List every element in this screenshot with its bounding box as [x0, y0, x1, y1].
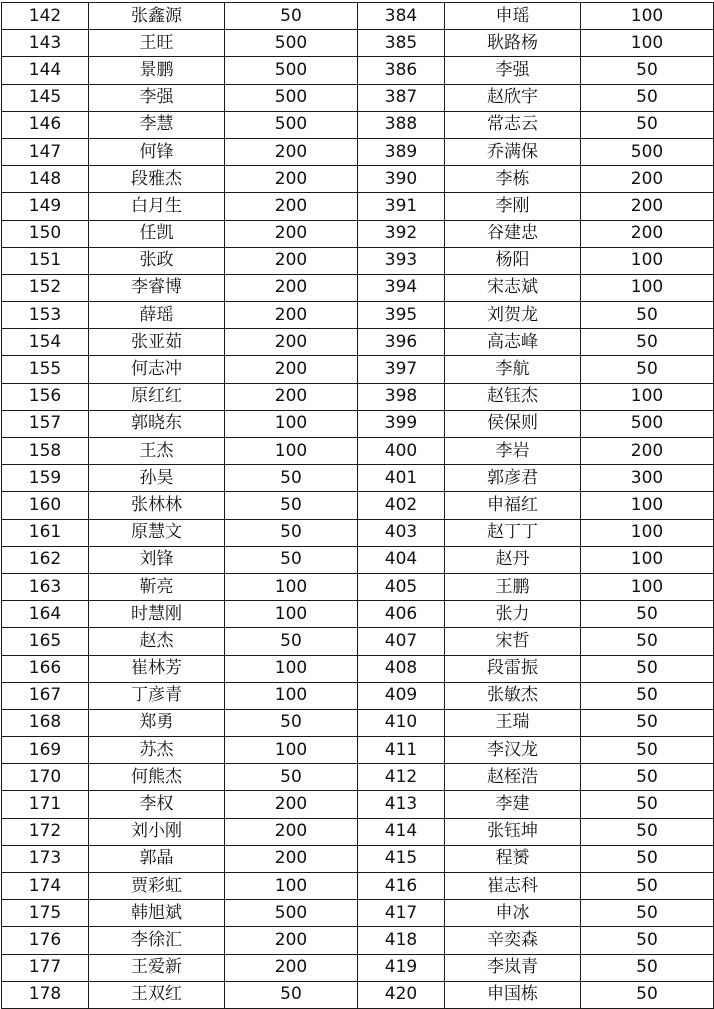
left-name-cell: 王旺	[89, 30, 225, 57]
left-number-cell: 166	[2, 655, 89, 682]
right-amount-cell: 50	[581, 927, 714, 954]
right-number-cell: 394	[358, 274, 445, 301]
left-number-cell: 154	[2, 329, 89, 356]
left-amount-cell: 200	[225, 845, 358, 872]
right-amount-cell: 100	[581, 573, 714, 600]
left-number-cell: 144	[2, 57, 89, 84]
table-row	[2, 247, 714, 274]
right-amount-cell: 100	[581, 274, 714, 301]
left-name-cell: 王爱新	[89, 954, 225, 981]
right-amount-cell: 50	[581, 981, 714, 1008]
table-row	[2, 845, 714, 872]
right-amount-cell: 50	[581, 302, 714, 329]
right-name-cell: 申福红	[445, 492, 581, 519]
right-name-cell: 李岩	[445, 438, 581, 465]
left-name-cell: 郭晓东	[89, 410, 225, 437]
left-amount-cell: 50	[225, 3, 358, 30]
right-number-cell: 390	[358, 166, 445, 193]
right-number-cell: 407	[358, 628, 445, 655]
left-amount-cell: 200	[225, 356, 358, 383]
left-name-cell: 李强	[89, 84, 225, 111]
left-number-cell: 153	[2, 302, 89, 329]
right-amount-cell: 50	[581, 845, 714, 872]
left-number-cell: 149	[2, 193, 89, 220]
left-number-cell: 172	[2, 818, 89, 845]
left-name-cell: 赵杰	[89, 628, 225, 655]
right-name-cell: 郭彦君	[445, 465, 581, 492]
left-name-cell: 王杰	[89, 438, 225, 465]
left-number-cell: 162	[2, 546, 89, 573]
right-number-cell: 420	[358, 981, 445, 1008]
right-amount-cell: 50	[581, 356, 714, 383]
table-row	[2, 356, 714, 383]
right-name-cell: 申冰	[445, 900, 581, 927]
table-row	[2, 655, 714, 682]
left-amount-cell: 50	[225, 492, 358, 519]
left-amount-cell: 200	[225, 954, 358, 981]
left-number-cell: 170	[2, 764, 89, 791]
right-number-cell: 418	[358, 927, 445, 954]
left-amount-cell: 50	[225, 628, 358, 655]
right-name-cell: 李航	[445, 356, 581, 383]
right-name-cell: 杨阳	[445, 247, 581, 274]
right-number-cell: 414	[358, 818, 445, 845]
right-amount-cell: 50	[581, 709, 714, 736]
right-amount-cell: 50	[581, 791, 714, 818]
left-name-cell: 崔林芳	[89, 655, 225, 682]
right-number-cell: 405	[358, 573, 445, 600]
right-name-cell: 张力	[445, 601, 581, 628]
right-name-cell: 李建	[445, 791, 581, 818]
right-amount-cell: 50	[581, 900, 714, 927]
right-number-cell: 404	[358, 546, 445, 573]
right-name-cell: 张敏杰	[445, 682, 581, 709]
left-name-cell: 何锋	[89, 138, 225, 165]
right-number-cell: 398	[358, 383, 445, 410]
right-amount-cell: 100	[581, 3, 714, 30]
right-number-cell: 392	[358, 220, 445, 247]
right-number-cell: 401	[358, 465, 445, 492]
left-name-cell: 时慧刚	[89, 601, 225, 628]
left-number-cell: 148	[2, 166, 89, 193]
left-amount-cell: 50	[225, 546, 358, 573]
left-name-cell: 刘锋	[89, 546, 225, 573]
left-number-cell: 159	[2, 465, 89, 492]
right-amount-cell: 500	[581, 410, 714, 437]
right-amount-cell: 100	[581, 492, 714, 519]
right-amount-cell: 50	[581, 737, 714, 764]
left-number-cell: 142	[2, 3, 89, 30]
right-name-cell: 段雷振	[445, 655, 581, 682]
left-number-cell: 155	[2, 356, 89, 383]
table-row	[2, 492, 714, 519]
table-row	[2, 438, 714, 465]
left-name-cell: 李权	[89, 791, 225, 818]
table-row	[2, 84, 714, 111]
right-amount-cell: 50	[581, 111, 714, 138]
left-amount-cell: 50	[225, 709, 358, 736]
table-row	[2, 30, 714, 57]
table-row	[2, 519, 714, 546]
right-number-cell: 387	[358, 84, 445, 111]
right-amount-cell: 100	[581, 383, 714, 410]
table-row	[2, 900, 714, 927]
left-number-cell: 169	[2, 737, 89, 764]
right-number-cell: 385	[358, 30, 445, 57]
table-row	[2, 57, 714, 84]
right-number-cell: 384	[358, 3, 445, 30]
right-amount-cell: 300	[581, 465, 714, 492]
left-number-cell: 167	[2, 682, 89, 709]
right-name-cell: 赵丹	[445, 546, 581, 573]
left-number-cell: 151	[2, 247, 89, 274]
right-name-cell: 谷建忠	[445, 220, 581, 247]
left-name-cell: 郭晶	[89, 845, 225, 872]
right-amount-cell: 50	[581, 628, 714, 655]
table-row	[2, 927, 714, 954]
left-name-cell: 景鹏	[89, 57, 225, 84]
left-amount-cell: 500	[225, 30, 358, 57]
left-name-cell: 原红红	[89, 383, 225, 410]
right-amount-cell: 50	[581, 954, 714, 981]
table-row	[2, 220, 714, 247]
right-amount-cell: 50	[581, 601, 714, 628]
table-row	[2, 383, 714, 410]
table-row	[2, 628, 714, 655]
table-row	[2, 709, 714, 736]
left-number-cell: 168	[2, 709, 89, 736]
table-row	[2, 546, 714, 573]
right-amount-cell: 200	[581, 220, 714, 247]
right-name-cell: 程赟	[445, 845, 581, 872]
left-amount-cell: 200	[225, 791, 358, 818]
left-amount-cell: 200	[225, 927, 358, 954]
table-row	[2, 954, 714, 981]
right-number-cell: 416	[358, 873, 445, 900]
right-amount-cell: 200	[581, 166, 714, 193]
right-amount-cell: 100	[581, 247, 714, 274]
right-number-cell: 397	[358, 356, 445, 383]
right-number-cell: 406	[358, 601, 445, 628]
right-amount-cell: 100	[581, 546, 714, 573]
left-number-cell: 177	[2, 954, 89, 981]
right-number-cell: 417	[358, 900, 445, 927]
right-number-cell: 410	[358, 709, 445, 736]
left-number-cell: 156	[2, 383, 89, 410]
left-name-cell: 张亚茹	[89, 329, 225, 356]
left-number-cell: 171	[2, 791, 89, 818]
left-amount-cell: 100	[225, 438, 358, 465]
right-name-cell: 王鹏	[445, 573, 581, 600]
right-amount-cell: 100	[581, 30, 714, 57]
table-row	[2, 465, 714, 492]
right-number-cell: 393	[358, 247, 445, 274]
right-name-cell: 李刚	[445, 193, 581, 220]
table-row	[2, 601, 714, 628]
left-amount-cell: 500	[225, 84, 358, 111]
left-amount-cell: 200	[225, 383, 358, 410]
left-number-cell: 176	[2, 927, 89, 954]
table-row	[2, 138, 714, 165]
left-number-cell: 178	[2, 981, 89, 1008]
left-number-cell: 158	[2, 438, 89, 465]
left-name-cell: 张政	[89, 247, 225, 274]
left-name-cell: 刘小刚	[89, 818, 225, 845]
left-number-cell: 160	[2, 492, 89, 519]
left-amount-cell: 200	[225, 220, 358, 247]
table-row	[2, 3, 714, 30]
left-amount-cell: 200	[225, 193, 358, 220]
table-row	[2, 166, 714, 193]
right-number-cell: 402	[358, 492, 445, 519]
left-name-cell: 任凯	[89, 220, 225, 247]
table-row	[2, 682, 714, 709]
left-amount-cell: 200	[225, 329, 358, 356]
left-name-cell: 韩旭斌	[89, 900, 225, 927]
right-number-cell: 413	[358, 791, 445, 818]
right-number-cell: 399	[358, 410, 445, 437]
right-name-cell: 李岚青	[445, 954, 581, 981]
left-amount-cell: 200	[225, 274, 358, 301]
left-name-cell: 李睿博	[89, 274, 225, 301]
right-name-cell: 常志云	[445, 111, 581, 138]
left-name-cell: 何志冲	[89, 356, 225, 383]
left-amount-cell: 200	[225, 818, 358, 845]
table-row	[2, 981, 714, 1008]
right-amount-cell: 500	[581, 138, 714, 165]
left-amount-cell: 100	[225, 573, 358, 600]
right-amount-cell: 100	[581, 519, 714, 546]
left-number-cell: 143	[2, 30, 89, 57]
right-amount-cell: 200	[581, 438, 714, 465]
right-name-cell: 刘贺龙	[445, 302, 581, 329]
left-amount-cell: 500	[225, 57, 358, 84]
table-row	[2, 274, 714, 301]
left-amount-cell: 100	[225, 737, 358, 764]
table-row	[2, 193, 714, 220]
right-name-cell: 宋哲	[445, 628, 581, 655]
left-number-cell: 161	[2, 519, 89, 546]
right-name-cell: 宋志斌	[445, 274, 581, 301]
right-name-cell: 李汉龙	[445, 737, 581, 764]
left-amount-cell: 100	[225, 410, 358, 437]
left-amount-cell: 200	[225, 166, 358, 193]
right-number-cell: 388	[358, 111, 445, 138]
right-number-cell: 411	[358, 737, 445, 764]
right-name-cell: 崔志科	[445, 873, 581, 900]
left-amount-cell: 100	[225, 873, 358, 900]
left-name-cell: 苏杰	[89, 737, 225, 764]
left-amount-cell: 200	[225, 302, 358, 329]
right-number-cell: 412	[358, 764, 445, 791]
left-amount-cell: 100	[225, 682, 358, 709]
right-amount-cell: 50	[581, 84, 714, 111]
left-name-cell: 薛瑶	[89, 302, 225, 329]
right-amount-cell: 50	[581, 57, 714, 84]
right-name-cell: 辛奕森	[445, 927, 581, 954]
right-amount-cell: 200	[581, 193, 714, 220]
table-row	[2, 818, 714, 845]
left-number-cell: 150	[2, 220, 89, 247]
right-name-cell: 乔满保	[445, 138, 581, 165]
left-amount-cell: 50	[225, 764, 358, 791]
right-name-cell: 申国栋	[445, 981, 581, 1008]
donation-table-body	[2, 3, 714, 1009]
left-amount-cell: 50	[225, 519, 358, 546]
right-amount-cell: 50	[581, 818, 714, 845]
right-name-cell: 申瑶	[445, 3, 581, 30]
right-amount-cell: 50	[581, 329, 714, 356]
right-number-cell: 396	[358, 329, 445, 356]
left-number-cell: 157	[2, 410, 89, 437]
left-amount-cell: 100	[225, 655, 358, 682]
right-amount-cell: 50	[581, 682, 714, 709]
right-name-cell: 赵桎浩	[445, 764, 581, 791]
left-number-cell: 145	[2, 84, 89, 111]
right-name-cell: 赵钰杰	[445, 383, 581, 410]
left-name-cell: 王双红	[89, 981, 225, 1008]
left-name-cell: 靳亮	[89, 573, 225, 600]
left-name-cell: 丁彦青	[89, 682, 225, 709]
right-number-cell: 391	[358, 193, 445, 220]
left-name-cell: 张鑫源	[89, 3, 225, 30]
table-row	[2, 302, 714, 329]
left-name-cell: 何熊杰	[89, 764, 225, 791]
right-number-cell: 415	[358, 845, 445, 872]
left-name-cell: 贾彩虹	[89, 873, 225, 900]
donation-table	[1, 2, 714, 1009]
right-number-cell: 395	[358, 302, 445, 329]
left-number-cell: 164	[2, 601, 89, 628]
left-name-cell: 段雅杰	[89, 166, 225, 193]
left-name-cell: 孙昊	[89, 465, 225, 492]
right-number-cell: 389	[358, 138, 445, 165]
left-number-cell: 152	[2, 274, 89, 301]
right-name-cell: 李栋	[445, 166, 581, 193]
right-number-cell: 400	[358, 438, 445, 465]
table-row	[2, 873, 714, 900]
left-number-cell: 174	[2, 873, 89, 900]
right-number-cell: 386	[358, 57, 445, 84]
table-row	[2, 573, 714, 600]
right-amount-cell: 50	[581, 655, 714, 682]
right-name-cell: 赵丁丁	[445, 519, 581, 546]
left-number-cell: 175	[2, 900, 89, 927]
right-number-cell: 403	[358, 519, 445, 546]
right-name-cell: 侯保则	[445, 410, 581, 437]
table-row	[2, 791, 714, 818]
left-name-cell: 白月生	[89, 193, 225, 220]
left-amount-cell: 500	[225, 111, 358, 138]
left-name-cell: 李徐汇	[89, 927, 225, 954]
right-name-cell: 耿路杨	[445, 30, 581, 57]
left-number-cell: 147	[2, 138, 89, 165]
left-number-cell: 146	[2, 111, 89, 138]
left-number-cell: 165	[2, 628, 89, 655]
left-name-cell: 原慧文	[89, 519, 225, 546]
left-name-cell: 郑勇	[89, 709, 225, 736]
left-number-cell: 173	[2, 845, 89, 872]
right-name-cell: 李强	[445, 57, 581, 84]
left-name-cell: 张林林	[89, 492, 225, 519]
right-number-cell: 419	[358, 954, 445, 981]
left-amount-cell: 100	[225, 601, 358, 628]
left-amount-cell: 50	[225, 465, 358, 492]
table-row	[2, 329, 714, 356]
left-amount-cell: 50	[225, 981, 358, 1008]
left-name-cell: 李慧	[89, 111, 225, 138]
right-amount-cell: 50	[581, 873, 714, 900]
table-row	[2, 737, 714, 764]
left-amount-cell: 200	[225, 247, 358, 274]
right-name-cell: 王瑞	[445, 709, 581, 736]
left-number-cell: 163	[2, 573, 89, 600]
table-row	[2, 111, 714, 138]
right-name-cell: 张钰坤	[445, 818, 581, 845]
left-amount-cell: 500	[225, 900, 358, 927]
right-name-cell: 高志峰	[445, 329, 581, 356]
left-amount-cell: 200	[225, 138, 358, 165]
right-number-cell: 409	[358, 682, 445, 709]
right-number-cell: 408	[358, 655, 445, 682]
table-row	[2, 764, 714, 791]
right-amount-cell: 50	[581, 764, 714, 791]
right-name-cell: 赵欣宇	[445, 84, 581, 111]
table-row	[2, 410, 714, 437]
